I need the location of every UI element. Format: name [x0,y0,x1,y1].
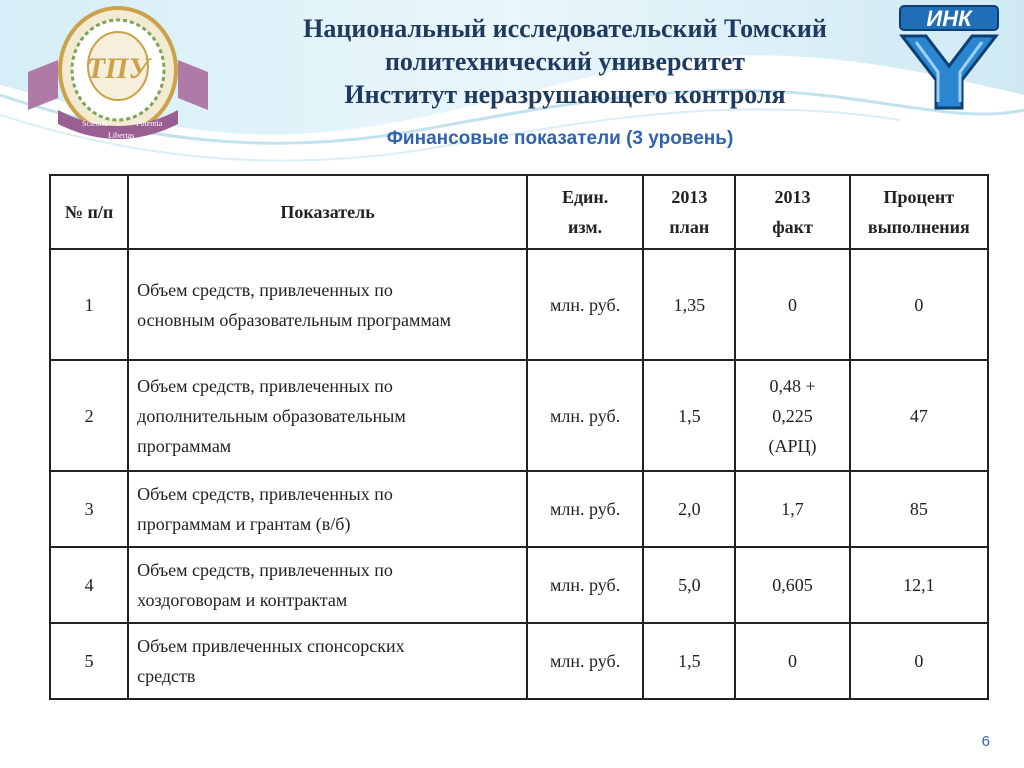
cell-fact: 0,605 [735,547,849,623]
cell-percent: 0 [850,249,988,360]
cell-percent: 0 [850,623,988,699]
motto-scientia: Scientia [82,119,108,128]
cell-indicator: Объем средств, привлеченных по программам и грантам (в/б) [128,471,527,547]
cell-indicator: Объем средств, привлеченных по основным образовательным программам [128,249,527,360]
cell-indicator: Объем средств, привлеченных по хоздоговорам и контрактам [128,547,527,623]
table-row [50,547,988,623]
slide-header [220,12,910,111]
header-plan: 2013 план [643,175,735,249]
cell-unit: млн. руб. [527,249,643,360]
cell-unit: млн. руб. [527,623,643,699]
cell-plan: 5,0 [643,547,735,623]
header-fact: 2013 факт [735,175,849,249]
cell-percent: 12,1 [850,547,988,623]
cell-plan: 1,35 [643,249,735,360]
cell-unit: млн. руб. [527,547,643,623]
motto-potentia: Potentia [136,119,163,128]
header-unit: Един. изм. [527,175,643,249]
svg-text:ТПУ: ТПУ [86,52,150,85]
slide-subtitle: Финансовые показатели (3 уровень) [386,128,734,149]
cell-plan: 1,5 [643,623,735,699]
cell-unit: млн. руб. [527,471,643,547]
table-row [50,249,988,360]
cell-percent: 85 [850,471,988,547]
table-header-row [50,175,988,249]
cell-fact: 0,48 + 0,225 (АРЦ) [735,360,849,471]
financial-indicators-table [49,174,989,700]
header-indicator: Показатель [128,175,527,249]
cell-plan: 1,5 [643,360,735,471]
table-row [50,623,988,699]
table-row [50,360,988,471]
table-row [50,471,988,547]
title-line-3: Институт неразрушающего контроля [344,80,786,109]
header-percent: Процент выполнения [850,175,988,249]
cell-fact: 0 [735,623,849,699]
title-line-2: политехнический университет [384,47,746,76]
cell-num: 1 [50,249,128,360]
cell-unit: млн. руб. [527,360,643,471]
cell-fact: 0 [735,249,849,360]
title-line-1: Национальный исследовательский Томский [303,14,827,43]
cell-fact: 1,7 [735,471,849,547]
cell-num: 5 [50,623,128,699]
cell-num: 4 [50,547,128,623]
header-num: № п/п [50,175,128,249]
cell-plan: 2,0 [643,471,735,547]
cell-num: 3 [50,471,128,547]
cell-percent: 47 [850,360,988,471]
cell-num: 2 [50,360,128,471]
motto-libertas: Libertas [108,131,135,140]
page-number: 6 [981,733,990,750]
cell-indicator: Объем средств, привлеченных по дополнительным образовательным программам [128,360,527,471]
university-crest-logo [18,2,218,152]
ink-logo-text: ИНК [926,6,972,31]
cell-indicator: Объем привлеченных спонсорских средств [128,623,527,699]
